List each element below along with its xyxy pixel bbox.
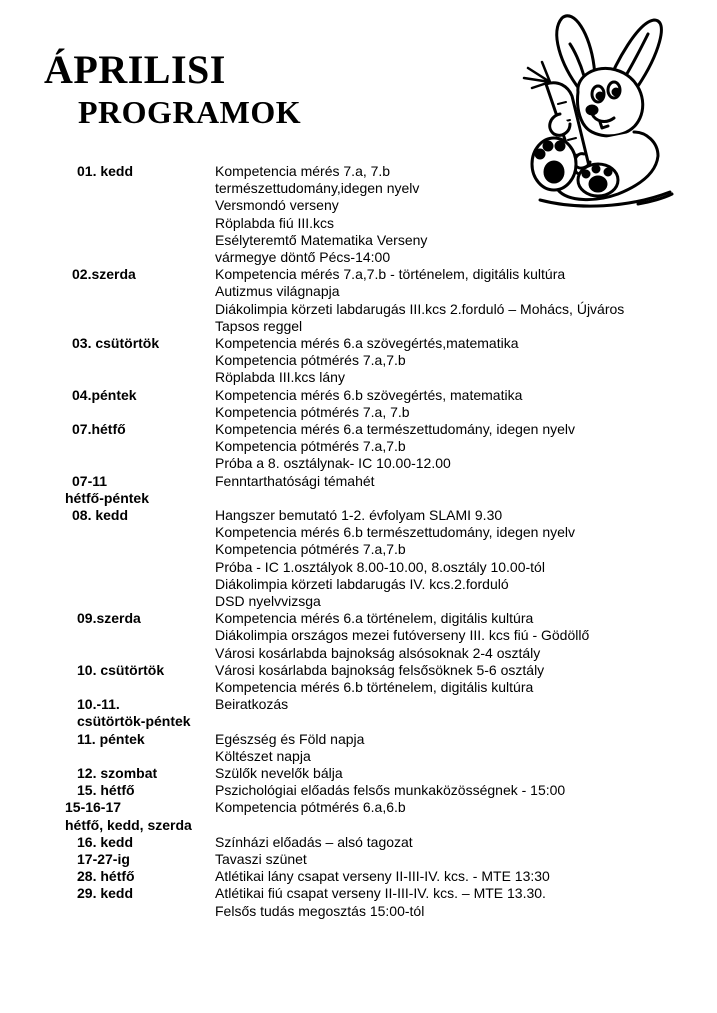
schedule-event: Felsős tudás megosztás 15:00-tól bbox=[215, 902, 425, 919]
schedule-date: hétfő-péntek bbox=[65, 489, 149, 506]
schedule-date: 28. hétfő bbox=[77, 868, 135, 885]
schedule-date: 08. kedd bbox=[72, 507, 129, 523]
schedule-date: 16. kedd bbox=[77, 833, 134, 850]
schedule-event: Kompetencia mérés 6.b természettudomány, idegen nyelv bbox=[215, 524, 576, 541]
schedule-date: hétfő, kedd, szerda bbox=[65, 816, 192, 833]
schedule-event: Kompetencia mérés 6.b szövegértés, matematika bbox=[215, 386, 523, 403]
schedule-event: Kompetencia mérés 7.a, 7.b bbox=[215, 163, 391, 179]
schedule-event: Versmondó verseny bbox=[215, 197, 339, 214]
schedule-event: természettudomány,idegen nyelv bbox=[215, 180, 420, 197]
schedule-event: Próba a 8. osztálynak- IC 10.00-12.00 bbox=[215, 455, 451, 472]
schedule-date: 15. hétfő bbox=[77, 782, 135, 799]
schedule-event: Röplabda III.kcs lány bbox=[215, 369, 345, 386]
schedule-date: 01. kedd bbox=[77, 163, 134, 179]
schedule-date: 04.péntek bbox=[72, 386, 137, 403]
schedule-date: 10.-11. bbox=[77, 696, 120, 713]
schedule-event: Diákolimpia körzeti labdarugás IV. kcs.2.forduló bbox=[215, 575, 509, 592]
schedule-event: Diákolimpia körzeti labdarugás III.kcs 2.forduló – Mohács, Újváros bbox=[215, 300, 625, 317]
schedule-date: 29. kedd bbox=[77, 885, 134, 902]
schedule-event: vármegye döntő Pécs-14:00 bbox=[215, 249, 391, 265]
schedule-event: Kompetencia pótmérés 6.a,6.b bbox=[215, 799, 406, 816]
schedule-date: 11. péntek bbox=[77, 730, 145, 747]
schedule-event: Próba - IC 1.osztályok 8.00-10.00, 8.osztály 10.00-tól bbox=[215, 558, 545, 575]
schedule-event: Kompetencia mérés 7.a,7.b - történelem, digitális kultúra bbox=[215, 266, 566, 283]
schedule-event: Színházi előadás – alsó tagozat bbox=[215, 833, 413, 850]
schedule-event: Kompetencia mérés 6.b történelem, digitális kultúra bbox=[215, 679, 534, 695]
schedule-date: 02.szerda bbox=[72, 266, 136, 283]
schedule-event: Költészet napja bbox=[215, 747, 311, 764]
schedule-event: Fenntarthatósági témahét bbox=[215, 472, 375, 489]
schedule-event: Kompetencia mérés 6.a szövegértés,matematika bbox=[215, 335, 519, 351]
schedule-event: Tapsos reggel bbox=[215, 317, 303, 334]
schedule-date: 09.szerda bbox=[77, 610, 141, 627]
schedule-event: Szülők nevelők bálja bbox=[215, 765, 343, 781]
schedule-event: DSD nyelvvizsga bbox=[215, 593, 321, 609]
schedule-event: Kompetencia mérés 6.a történelem, digitális kultúra bbox=[215, 610, 534, 627]
schedule-event: Atlétikai lány csapat verseny II-III-IV. kcs. - MTE 13:30 bbox=[215, 868, 550, 885]
schedule-event: Kompetencia mérés 6.a természettudomány, idegen nyelv bbox=[215, 421, 576, 437]
schedule-event: Kompetencia pótmérés 7.a, 7.b bbox=[215, 403, 410, 420]
schedule-date: csütörtök-péntek bbox=[77, 713, 191, 730]
schedule-date: 07-11 bbox=[72, 472, 108, 489]
schedule-event: Pszichológiai előadás felsős munkaközösségnek - 15:00 bbox=[215, 782, 566, 799]
schedule-date: 07.hétfő bbox=[72, 421, 126, 437]
schedule-event: Kompetencia pótmérés 7.a,7.b bbox=[215, 541, 406, 558]
schedule-event: Röplabda fiú III.kcs bbox=[215, 214, 335, 231]
schedule-event: Esélyteremtő Matematika Verseny bbox=[215, 231, 428, 248]
schedule-date: 12. szombat bbox=[77, 765, 158, 781]
schedule-event: Hangszer bemutató 1-2. évfolyam SLAMI 9.30 bbox=[215, 507, 503, 523]
schedule-event: Városi kosárlabda bajnokság felsősöknek 5-6 osztály bbox=[215, 661, 545, 678]
schedule-event: Atlétikai fiú csapat verseny II-III-IV. kcs. – MTE 13.30. bbox=[215, 885, 546, 902]
schedule-event: Autizmus világnapja bbox=[215, 283, 340, 300]
schedule-date: 10. csütörtök bbox=[77, 661, 165, 678]
bunny-with-carrot-icon bbox=[488, 4, 678, 214]
schedule-event: Beiratkozás bbox=[215, 696, 289, 713]
schedule-date: 17-27-ig bbox=[77, 851, 130, 867]
schedule-event: Diákolimpia országos mezei futóverseny III. kcs fiú - Gödöllő bbox=[215, 627, 590, 644]
schedule-date: 15-16-17 bbox=[65, 799, 122, 816]
page-title: ÁPRILISI bbox=[44, 47, 226, 92]
schedule-event: Tavaszi szünet bbox=[215, 851, 307, 867]
schedule-event: Kompetencia pótmérés 7.a,7.b bbox=[215, 352, 406, 369]
schedule-event: Városi kosárlabda bajnokság alsósoknak 2-4 osztály bbox=[215, 644, 541, 661]
schedule-date: 03. csütörtök bbox=[72, 335, 160, 351]
page-subtitle: PROGRAMOK bbox=[78, 94, 302, 130]
schedule-event: Kompetencia pótmérés 7.a,7.b bbox=[215, 438, 406, 455]
schedule-event: Egészség és Föld napja bbox=[215, 730, 365, 747]
